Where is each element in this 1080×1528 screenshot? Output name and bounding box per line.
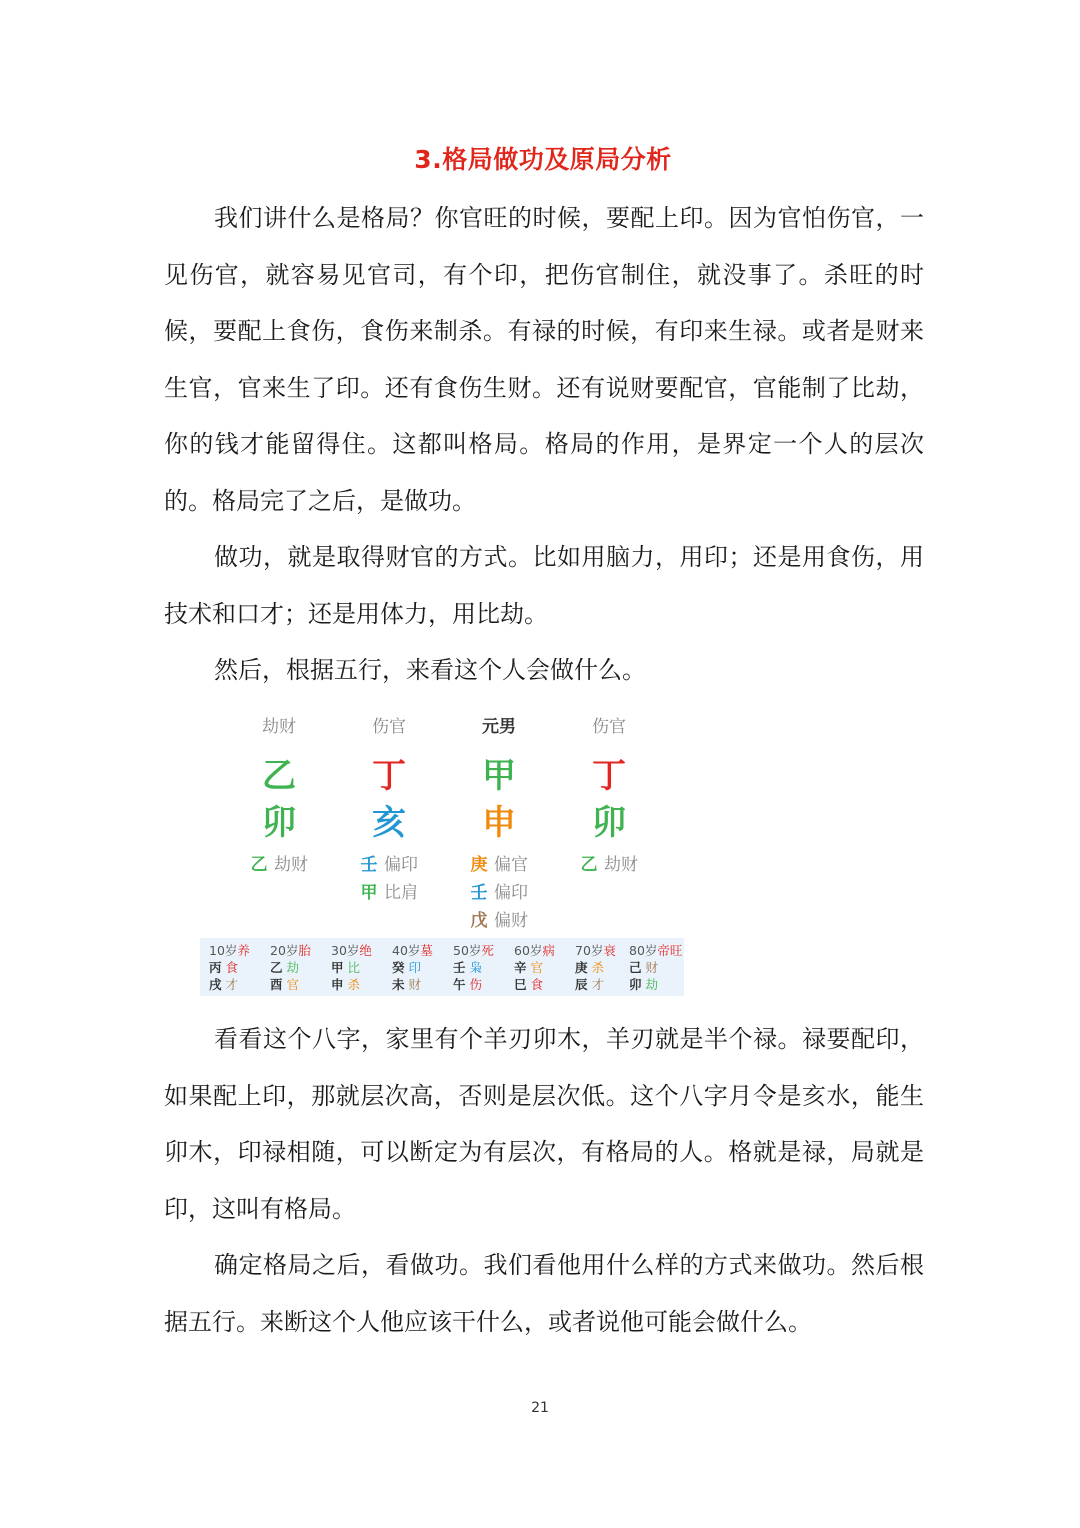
luck-stem-god: 食: [225, 960, 239, 975]
luck-branch-god: 食: [530, 977, 544, 992]
luck-branch: 辰: [575, 977, 588, 992]
luck-stem-god: 杀: [591, 960, 605, 975]
luck-age: 70岁: [575, 943, 604, 958]
paragraph-4: 看看这个八字，家里有个羊刃卯木，羊刃就是半个禄。禄要配印，如果配上印，那就层次高，否则是层次低。这个八字月令是亥水，能生卯木，印禄相随，可以断定为有层次，有格局的人。格就是禄，局就是印，这叫有格局。: [164, 1025, 924, 1223]
luck-stage: 胎: [298, 943, 311, 958]
pillar-head: 伤官: [592, 717, 626, 737]
earthly-branch: 卯: [592, 803, 626, 843]
luck-stem-god: 财: [645, 960, 659, 975]
luck-branch: 申: [331, 977, 344, 992]
luck-pillar: [270, 942, 330, 993]
hidden-stem-god: 偏财: [494, 911, 528, 931]
page-number: 21: [531, 1400, 549, 1416]
luck-branch: 巳: [514, 977, 527, 992]
earthly-branch: 亥: [372, 803, 406, 843]
luck-stem-god: 官: [530, 960, 544, 975]
luck-branch-god: 官: [286, 977, 300, 992]
luck-branch: 戌: [209, 977, 222, 992]
luck-branch: 午: [453, 977, 466, 992]
hidden-stem-char: 戊: [470, 911, 488, 931]
luck-stem: 庚: [575, 960, 588, 975]
luck-stem: 癸: [392, 960, 405, 975]
hidden-stem-row: [444, 906, 578, 931]
luck-stage: 衰: [603, 943, 616, 958]
heavenly-stem: 甲: [482, 756, 516, 796]
luck-branch-god: 财: [408, 977, 422, 992]
luck-branch-god: 劫: [645, 977, 659, 992]
luck-age: 60岁: [514, 943, 543, 958]
paragraph-5: 确定格局之后，看做功。我们看他用什么样的方式来做功。然后根据五行。来断这个人他应该干什么，或者说他可能会做什么。: [164, 1251, 924, 1336]
luck-pillar: [392, 942, 452, 993]
luck-pillar: [209, 942, 269, 993]
luck-branch-god: 才: [591, 977, 605, 992]
luck-branch-god: 伤: [469, 977, 483, 992]
luck-stem: 壬: [453, 960, 466, 975]
hidden-stem-char: 壬: [360, 855, 378, 875]
luck-stem-god: 劫: [286, 960, 300, 975]
luck-stage: 死: [481, 943, 494, 958]
luck-pillar: [629, 942, 689, 993]
luck-branch-god: 杀: [347, 977, 361, 992]
heavenly-stem: 丁: [592, 756, 626, 796]
hidden-stem-god: 比肩: [384, 883, 418, 903]
luck-stem-god: 印: [408, 960, 422, 975]
bazi-chart: [200, 700, 684, 1000]
luck-stage: 绝: [359, 943, 372, 958]
pillar-head: 元男: [482, 717, 516, 737]
hidden-stem-char: 壬: [470, 883, 488, 903]
luck-stage: 帝旺: [657, 943, 683, 958]
luck-age: 80岁: [629, 943, 658, 958]
hidden-stem-char: 甲: [360, 883, 378, 903]
luck-branch: 酉: [270, 977, 283, 992]
luck-branch-god: 才: [225, 977, 239, 992]
luck-pillars-strip: [200, 938, 684, 996]
hidden-stem-char: 庚: [470, 855, 488, 875]
section-title: 3.格局做功及原局分析: [414, 145, 672, 174]
paragraph-3: 然后，根据五行，来看这个人会做什么。: [214, 656, 646, 684]
earthly-branch: 申: [482, 803, 516, 843]
hidden-stem-row: [554, 850, 688, 875]
hidden-stem-god: 劫财: [274, 855, 308, 875]
heavenly-stem: 乙: [262, 756, 296, 796]
luck-pillar: [453, 942, 513, 993]
luck-pillar: [331, 942, 391, 993]
luck-stem-god: 枭: [469, 960, 483, 975]
hidden-stem-god: 偏印: [494, 883, 528, 903]
heavenly-stem: 丁: [372, 756, 406, 796]
luck-age: 30岁: [331, 943, 360, 958]
luck-stem: 甲: [331, 960, 344, 975]
earthly-branch: 卯: [262, 803, 296, 843]
luck-branch: 未: [392, 977, 405, 992]
paragraph-1: 我们讲什么是格局？你官旺的时候，要配上印。因为官怕伤官，一见伤官，就容易见官司，有个印，把伤官制住，就没事了。杀旺的时候，要配上食伤，食伤来制杀。有禄的时候，有印来生禄。或者是财来生官，官来生了印。还有食伤生财。还有说财要配官，官能制了比劫，你的钱才能留得住。这都叫格局。格局的作用，是界定一个人的层次的。格局完了之后，是做功。: [164, 204, 924, 515]
pillar-head: 伤官: [372, 717, 406, 737]
hidden-stem-god: 偏官: [494, 855, 528, 875]
hidden-stem-char: 乙: [250, 855, 268, 875]
luck-age: 50岁: [453, 943, 482, 958]
luck-age: 10岁: [209, 943, 238, 958]
luck-pillar: [514, 942, 574, 993]
luck-branch: 卯: [629, 977, 642, 992]
hidden-stem-char: 乙: [580, 855, 598, 875]
luck-stage: 养: [237, 943, 250, 958]
luck-stage: 病: [542, 943, 555, 958]
luck-stem-god: 比: [347, 960, 361, 975]
luck-pillar: [575, 942, 635, 993]
hidden-stem-god: 劫财: [604, 855, 638, 875]
luck-stem: 丙: [209, 960, 222, 975]
paragraph-2: 做功，就是取得财官的方式。比如用脑力，用印；还是用食伤，用技术和口才；还是用体力，用比劫。: [164, 543, 924, 628]
luck-stage: 墓: [420, 943, 433, 958]
luck-age: 40岁: [392, 943, 421, 958]
pillar-head: 劫财: [262, 717, 296, 737]
hidden-stem-row: [444, 878, 578, 903]
luck-stem: 乙: [270, 960, 283, 975]
luck-age: 20岁: [270, 943, 299, 958]
luck-stem: 辛: [514, 960, 527, 975]
hidden-stem-god: 偏印: [384, 855, 418, 875]
luck-stem: 己: [629, 960, 642, 975]
